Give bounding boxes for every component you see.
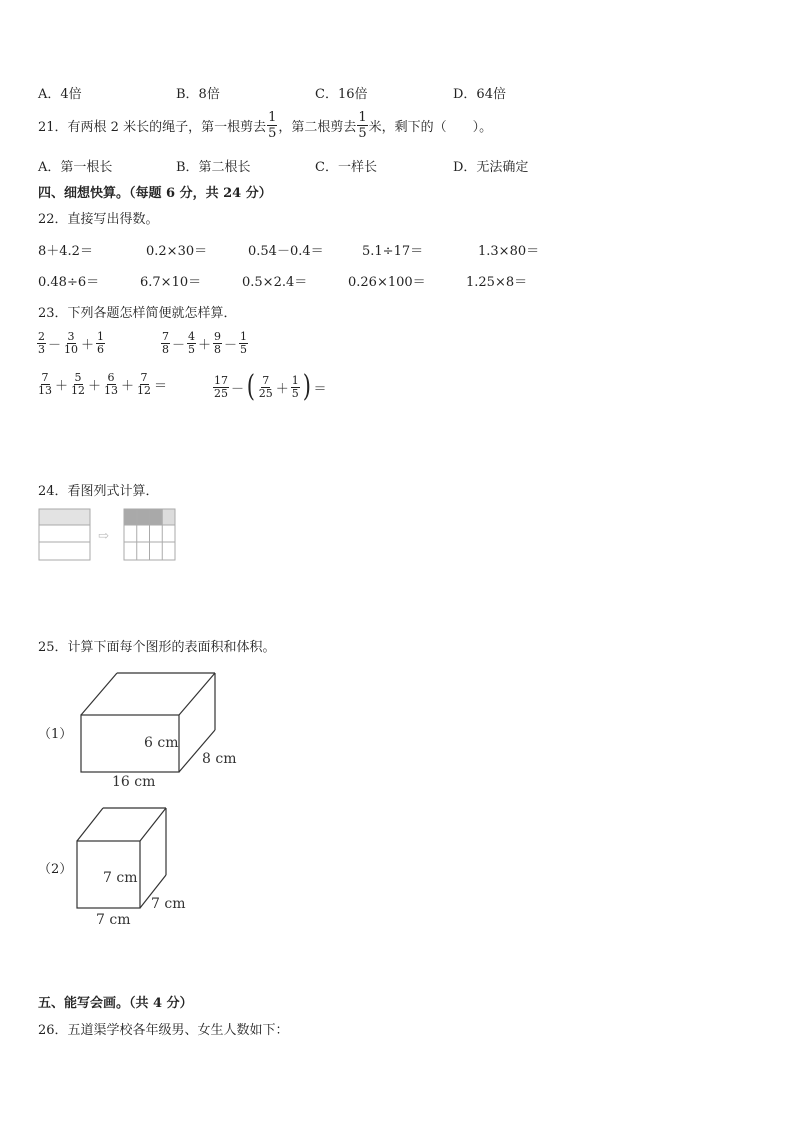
q21-frac2-den: 5	[358, 126, 367, 141]
denominator: 10	[64, 343, 79, 356]
section4-title: 四、细想快算。（每题 6 分，共 24 分）	[38, 186, 272, 201]
denominator: 25	[214, 386, 228, 400]
q22-item: 1.3×80＝	[478, 244, 540, 259]
operator: ＋	[55, 379, 69, 394]
fraction	[187, 331, 196, 356]
q26-title: 26．五道渠学校各年级男、女生人数如下：	[38, 1023, 289, 1038]
numerator: 1	[97, 330, 105, 343]
numerator: 5	[74, 371, 82, 384]
fraction	[213, 331, 222, 356]
q21-suffix: 米，剩下的（ ）。	[368, 120, 493, 135]
q21-option-a: A．第一根长	[38, 160, 113, 175]
denominator: 13	[104, 384, 119, 397]
q21-option-b: B．第二根长	[176, 160, 251, 175]
denominator: 8	[162, 343, 169, 356]
operator: －	[231, 381, 245, 397]
q23-expression-4	[212, 369, 327, 404]
numerator: 2	[38, 330, 45, 343]
numerator: 3	[67, 330, 75, 343]
operator: ＋	[81, 338, 95, 353]
cube-height-label: 7 cm	[103, 870, 138, 886]
operator: ＋	[121, 379, 135, 394]
denominator: 5	[291, 386, 299, 400]
numerator: 17	[214, 373, 228, 387]
fraction	[37, 372, 53, 397]
right-paren: )	[302, 369, 311, 404]
fraction	[37, 331, 46, 356]
q21-frac1-den: 5	[268, 126, 277, 141]
q21-fraction-2	[357, 110, 367, 141]
q24-right-grid	[124, 509, 175, 560]
q25-fig1-label: （1）	[38, 727, 73, 742]
q20-option-b: B．8倍	[176, 87, 220, 102]
q24-title: 24．看图列式计算．	[38, 484, 159, 499]
cuboid-figure	[74, 668, 274, 793]
fraction	[63, 331, 79, 356]
q22-item: 8＋4.2＝	[38, 244, 93, 259]
cuboid-height-label: 6 cm	[144, 735, 179, 751]
fraction	[96, 331, 105, 356]
fraction	[161, 331, 170, 356]
arrow-icon: ⇨	[98, 529, 109, 544]
q22-item: 0.26×100＝	[348, 275, 426, 290]
fraction	[239, 331, 248, 356]
numerator: 7	[262, 373, 270, 387]
q22-item: 0.54－0.4＝	[248, 244, 324, 259]
denominator: 5	[188, 343, 196, 356]
cuboid-length-label: 16 cm	[112, 774, 156, 790]
cube-figure	[70, 805, 200, 930]
q22-item: 5.1÷17＝	[362, 244, 424, 259]
fraction	[70, 372, 86, 397]
denominator: 5	[240, 343, 248, 356]
q23-expression-1	[36, 331, 106, 356]
numerator: 7	[162, 330, 169, 343]
operator: －	[224, 338, 238, 353]
operator: －	[48, 338, 62, 353]
q25-title: 25．计算下面每个图形的表面积和体积。	[38, 640, 276, 655]
fraction	[103, 372, 119, 397]
equals-sign: ＝	[313, 381, 327, 397]
numerator: 7	[140, 371, 148, 384]
q22-item: 0.48÷6＝	[38, 275, 100, 290]
q24-left-rectangle	[39, 509, 90, 560]
numerator: 7	[41, 371, 49, 384]
denominator: 3	[38, 343, 45, 356]
q24-figure	[38, 508, 180, 562]
operator: ＋	[198, 338, 212, 353]
q20-option-a: A．4倍	[38, 87, 82, 102]
fraction	[136, 372, 152, 397]
numerator: 6	[107, 371, 115, 384]
fraction	[291, 375, 300, 400]
left-paren: (	[246, 369, 255, 404]
q21-mid: ，第二根剪去	[278, 120, 357, 135]
operator: －	[172, 338, 186, 353]
q21-question	[38, 110, 492, 141]
q22-item: 0.2×30＝	[146, 244, 208, 259]
cuboid-depth-label: 8 cm	[202, 751, 237, 767]
fraction	[258, 375, 274, 400]
numerator: 9	[214, 330, 222, 343]
q22-item: 1.25×8＝	[466, 275, 528, 290]
denominator: 12	[71, 384, 86, 397]
numerator: 1	[291, 373, 299, 387]
operator: ＋	[88, 379, 102, 394]
q20-option-c: C．16倍	[315, 87, 368, 102]
equals-sign: ＝	[154, 379, 168, 394]
denominator: 12	[137, 384, 152, 397]
q21-frac2-num: 1	[358, 110, 367, 125]
cube-depth-label: 7 cm	[151, 896, 186, 912]
q21-prefix: 21．有两根 2 米长的绳子，第一根剪去	[38, 120, 267, 135]
denominator: 6	[97, 343, 105, 356]
q23-expression-2	[160, 331, 249, 356]
q22-item: 6.7×10＝	[140, 275, 202, 290]
cube-length-label: 7 cm	[96, 912, 131, 928]
q25-fig2-label: （2）	[38, 862, 73, 877]
q21-option-c: C．一样长	[315, 160, 377, 175]
section5-title: 五、能写会画。（共 4 分）	[38, 996, 193, 1011]
q22-item: 0.5×2.4＝	[242, 275, 308, 290]
q21-option-d: D．无法确定	[453, 160, 529, 175]
denominator: 25	[258, 386, 273, 400]
q20-option-d: D．64倍	[453, 87, 506, 102]
denominator: 13	[38, 384, 52, 397]
q21-fraction-1	[267, 110, 277, 141]
fraction	[213, 375, 229, 400]
operator: ＋	[275, 381, 289, 397]
q22-title: 22．直接写出得数。	[38, 212, 159, 227]
q23-title: 23．下列各题怎样简便就怎样算．	[38, 306, 237, 321]
numerator: 4	[188, 330, 196, 343]
q23-expression-3	[36, 372, 168, 397]
q21-frac1-num: 1	[268, 110, 277, 125]
numerator: 1	[240, 330, 248, 343]
denominator: 8	[214, 343, 222, 356]
